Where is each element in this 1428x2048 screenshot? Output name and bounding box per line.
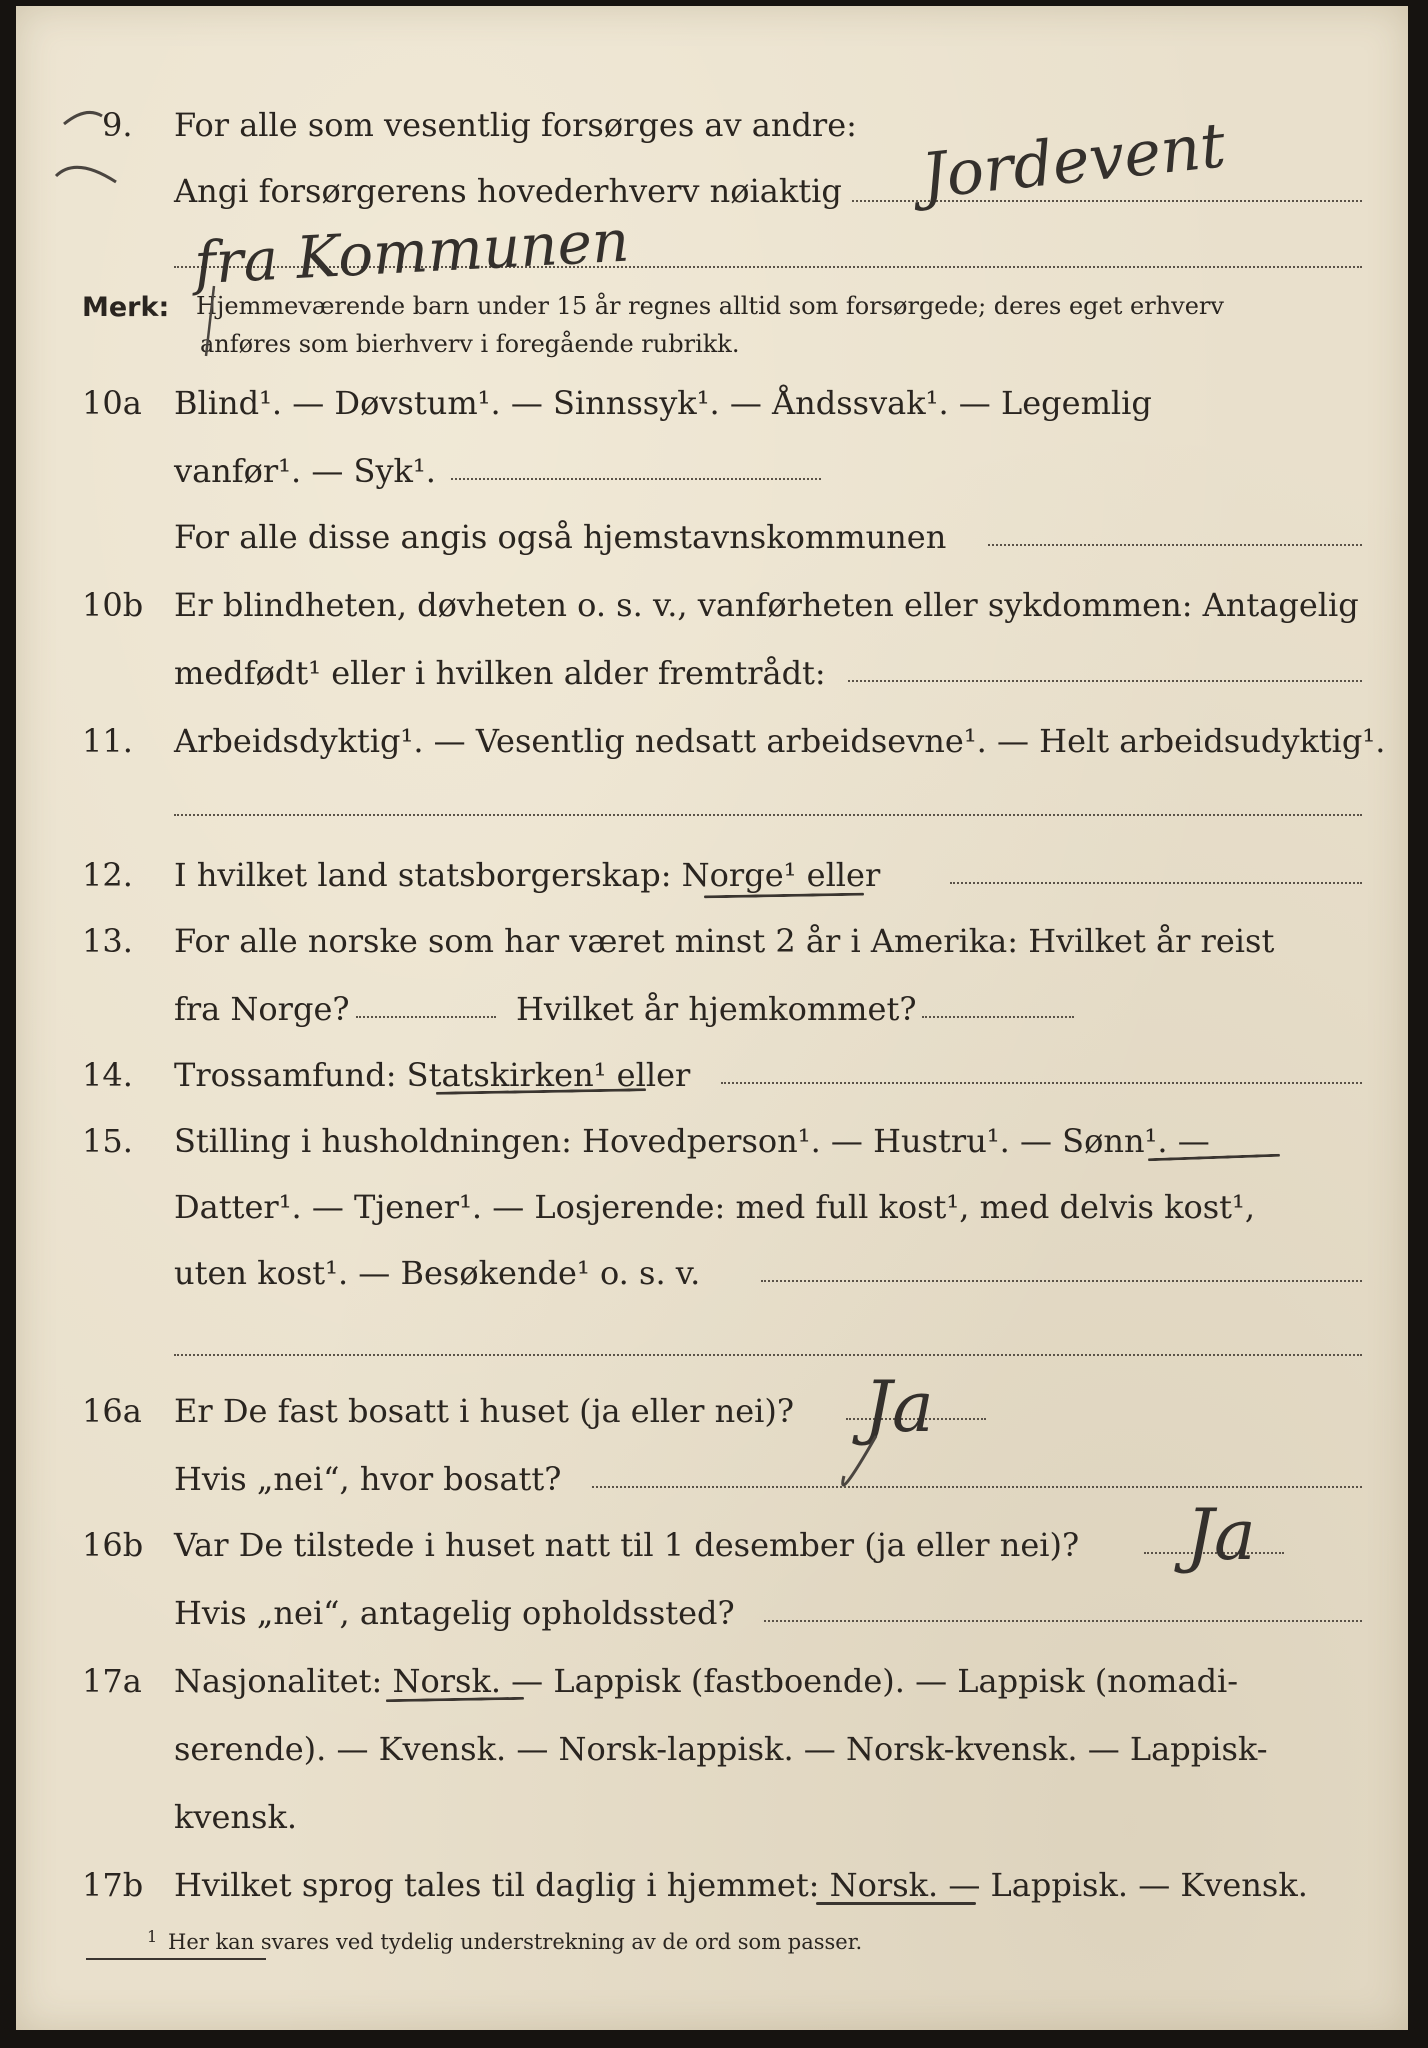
question-number-15: 15. xyxy=(82,1122,133,1160)
pencil-stroke-16a xyxy=(843,1436,876,1485)
q11-line-1: Arbeidsdyktig¹. — Vesentlig nedsatt arbeidsevne¹. — Helt arbeidsudyktig¹. xyxy=(174,722,1386,760)
pencil-bracket-merk xyxy=(206,286,214,356)
q10a-line-1: Blind¹. — Døvstum¹. — Sinnssyk¹. — Åndssvak¹. — Legemlig xyxy=(174,384,1152,422)
merk-line-2: anføres som bierhverv i foregående rubrikk. xyxy=(200,330,740,358)
q14-line-1: Trossamfund: Statskirken¹ eller xyxy=(174,1056,691,1094)
question-number-11: 11. xyxy=(82,722,133,760)
q13-line-1: For alle norske som har været minst 2 år i Amerika: Hvilket år reist xyxy=(174,922,1275,960)
handwritten-answer-16b: Ja xyxy=(1186,1494,1256,1576)
handwritten-occupation: Jordevent xyxy=(918,108,1229,213)
question-number-16b: 16b xyxy=(82,1526,144,1564)
pencil-mark-left xyxy=(56,167,116,182)
footnote-text: Her kan svares ved tydelig understrekning av de ord som passer. xyxy=(168,1930,863,1954)
q17a-line-3: kvensk. xyxy=(174,1798,297,1836)
q13-line-2a: fra Norge? xyxy=(174,990,350,1028)
question-number-10a: 10a xyxy=(82,384,142,422)
q13-line-2b: Hvilket år hjemkommet? xyxy=(516,990,917,1028)
q16b-line-2: Hvis „nei“, antagelig opholdssted? xyxy=(174,1594,735,1632)
pencil-marks xyxy=(16,6,1408,2030)
q15-line-2: Datter¹. — Tjener¹. — Losjerende: med full kost¹, med delvis kost¹, xyxy=(174,1188,1256,1226)
question-number-14: 14. xyxy=(82,1056,133,1094)
handwritten-provider: fra Kommunen xyxy=(192,206,631,298)
merk-line-1: Hjemmeværende barn under 15 år regnes alltid som forsørgede; deres eget erhverv xyxy=(196,292,1224,320)
footnote-mark: 1 xyxy=(147,1927,158,1946)
q17a-line-2: serende). — Kvensk. — Norsk-lappisk. — Norsk-kvensk. — Lappisk- xyxy=(174,1730,1268,1768)
q16a-line-1: Er De fast bosatt i huset (ja eller nei)? xyxy=(174,1392,795,1430)
question-number-17b: 17b xyxy=(82,1866,144,1904)
footnote-rule xyxy=(86,1958,266,1960)
q10a-line-3: For alle disse angis også hjemstavnskommunen xyxy=(174,518,947,556)
q15-line-3: uten kost¹. — Besøkende¹ o. s. v. xyxy=(174,1254,701,1292)
handwritten-answer-16a: Ja xyxy=(864,1366,934,1448)
pencil-mark-top xyxy=(64,112,102,124)
question-number-12: 12. xyxy=(82,856,133,894)
q10b-line-1: Er blindheten, døvheten o. s. v., vanførheten eller sykdommen: Antagelig xyxy=(174,586,1359,624)
q12-line-1: I hvilket land statsborgerskap: Norge¹ eller xyxy=(174,856,881,894)
q17b-line-1: Hvilket sprog tales til daglig i hjemmet: Norsk. — Lappisk. — Kvensk. xyxy=(174,1866,1308,1904)
question-number-13: 13. xyxy=(82,922,133,960)
q10a-line-2: vanfør¹. — Syk¹. xyxy=(174,452,436,490)
q9-line-2: Angi forsørgerens hovederhverv nøiaktig xyxy=(174,172,842,210)
question-number-17a: 17a xyxy=(82,1662,142,1700)
question-number-9: 9. xyxy=(102,106,133,144)
q17a-line-1: Nasjonalitet: Norsk. — Lappisk (fastboende). — Lappisk (nomadi- xyxy=(174,1662,1239,1700)
census-form-page xyxy=(16,6,1408,2030)
merk-label: Merk: xyxy=(82,292,170,323)
q15-line-1: Stilling i husholdningen: Hovedperson¹. — Hustru¹. — Sønn¹. — xyxy=(174,1122,1210,1160)
q16b-line-1: Var De tilstede i huset natt til 1 desember (ja eller nei)? xyxy=(174,1526,1080,1564)
question-number-16a: 16a xyxy=(82,1392,142,1430)
q16a-line-2: Hvis „nei“, hvor bosatt? xyxy=(174,1460,562,1498)
q9-line-1: For alle som vesentlig forsørges av andre: xyxy=(174,106,857,144)
q10b-line-2: medfødt¹ eller i hvilken alder fremtrådt: xyxy=(174,654,826,692)
question-number-10b: 10b xyxy=(82,586,144,624)
